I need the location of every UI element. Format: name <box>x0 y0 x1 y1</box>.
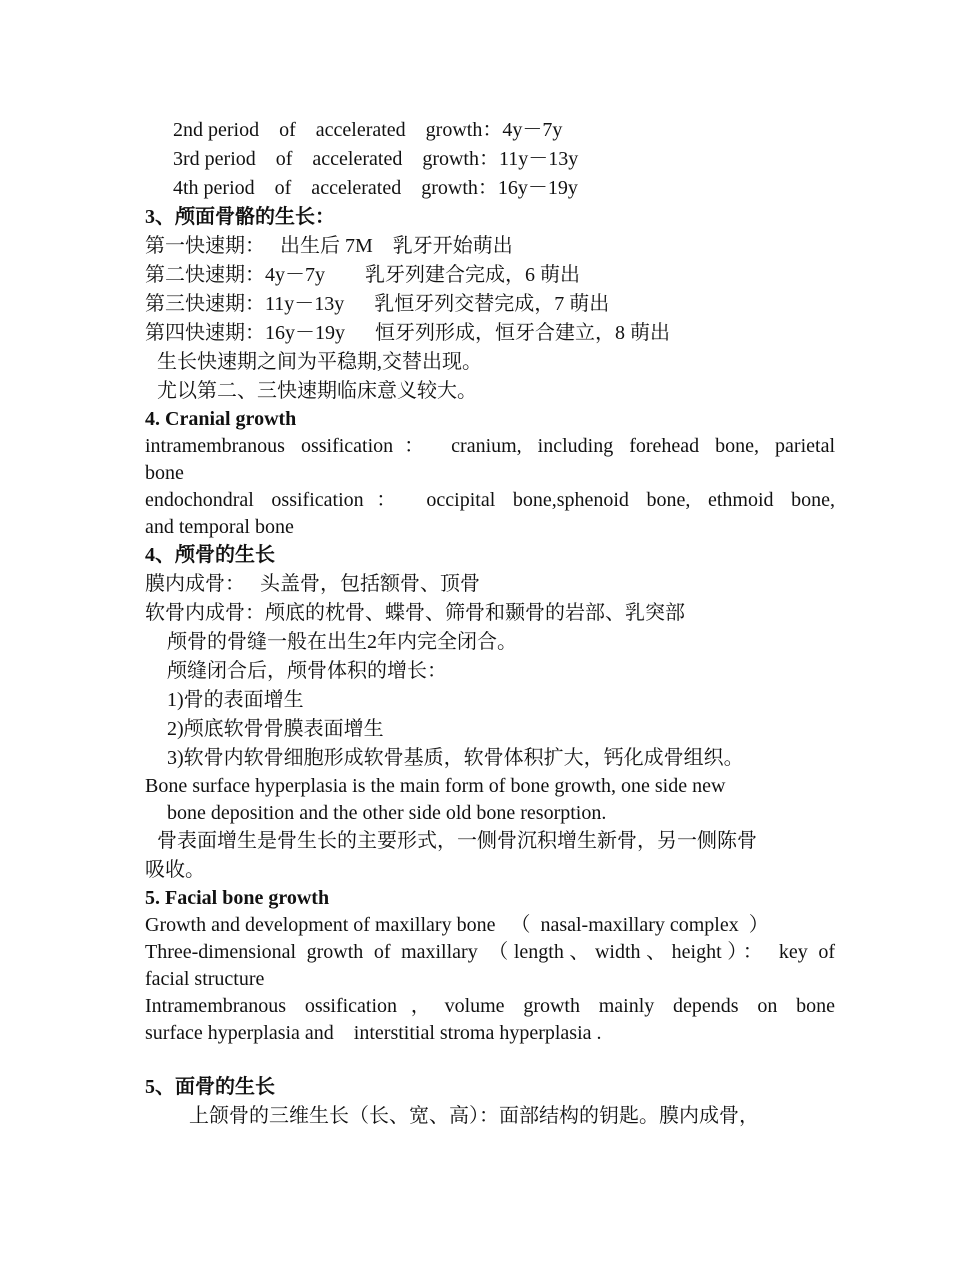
three-dimensional-line: Three-dimensional growth of maxillary （length、width、height）： key of <box>145 941 835 963</box>
bone-surface-zh-line-cont: 吸收。 <box>145 859 205 881</box>
document-body <box>145 116 835 1131</box>
endochondral-line: endochondral ossification： occipital bone,sphenoid bone, ethmoid bone, <box>145 489 835 511</box>
section-heading-cranial-growth: 4. Cranial growth <box>145 408 297 430</box>
bone-surface-en-line: Bone surface hyperplasia is the main form of bone growth, one side new <box>145 775 726 797</box>
list-item-3: 3)软骨内软骨细胞形成软骨基质，软骨体积扩大，钙化成骨组织。 <box>167 747 744 769</box>
maxillary-growth-line: Growth and development of maxillary bone （ nasal-maxillary complex ） <box>145 914 769 936</box>
section-heading-facial-bone: 5、面骨的生长 <box>145 1076 275 1098</box>
section-heading-craniofacial: 3、颅面骨骼的生长： <box>145 206 335 228</box>
list-item-1: 1)骨的表面增生 <box>167 689 304 711</box>
suture-closure-note: 颅骨的骨缝一般在出生2年内完全闭合。 <box>167 631 517 653</box>
intramembranous-volume-line-cont: surface hyperplasia and interstitial stroma hyperplasia . <box>145 1022 602 1044</box>
growth-period-2: 2nd period of accelerated growth：4y－7y <box>173 119 563 141</box>
bone-surface-zh-line: 骨表面增生是骨生长的主要形式，一侧骨沉积增生新骨，另一侧陈骨 <box>157 830 757 852</box>
intramembranous-volume-line: Intramembranous ossification，volume growth mainly depends on bone <box>145 995 835 1017</box>
growth-period-3: 3rd period of accelerated growth：11y－13y <box>173 148 579 170</box>
paragraph-gap <box>145 1047 835 1073</box>
intramembranous-line: intramembranous ossification： cranium, including forehead bone, parietal <box>145 435 835 457</box>
bone-surface-en-line-cont: bone deposition and the other side old bone resorption. <box>167 802 607 824</box>
membrane-bone-line: 膜内成骨： 头盖骨，包括额骨、顶骨 <box>145 573 480 595</box>
fast-period-1: 第一快速期： 出生后 7M 乳牙开始萌出 <box>145 235 513 257</box>
stable-period-note: 生长快速期之间为平稳期,交替出现。 <box>157 351 482 373</box>
volume-growth-note: 颅缝闭合后，颅骨体积的增长： <box>167 660 447 682</box>
list-item-2: 2)颅底软骨骨膜表面增生 <box>167 718 384 740</box>
intramembranous-line-cont: bone <box>145 462 184 484</box>
fast-period-4: 第四快速期：16y－19y 恒牙列形成，恒牙合建立，8 萌出 <box>145 322 670 344</box>
maxilla-3d-zh-line: 上颌骨的三维生长（长、宽、高）：面部结构的钥匙。膜内成骨， <box>189 1105 759 1127</box>
section-heading-skull: 4、颅骨的生长 <box>145 544 275 566</box>
section-heading-facial-bone-growth: 5. Facial bone growth <box>145 887 330 909</box>
endochondral-line-cont: and temporal bone <box>145 516 294 538</box>
fast-period-2: 第二快速期：4y－7y 乳牙列建合完成，6 萌出 <box>145 264 580 286</box>
clinical-significance-note: 尤以第二、三快速期临床意义较大。 <box>157 380 477 402</box>
cartilage-bone-line: 软骨内成骨：颅底的枕骨、蝶骨、筛骨和颞骨的岩部、乳突部 <box>145 602 685 624</box>
growth-period-4: 4th period of accelerated growth：16y－19y <box>173 177 578 199</box>
fast-period-3: 第三快速期：11y－13y 乳恒牙列交替完成，7 萌出 <box>145 293 610 315</box>
three-dimensional-line-cont: facial structure <box>145 968 265 990</box>
